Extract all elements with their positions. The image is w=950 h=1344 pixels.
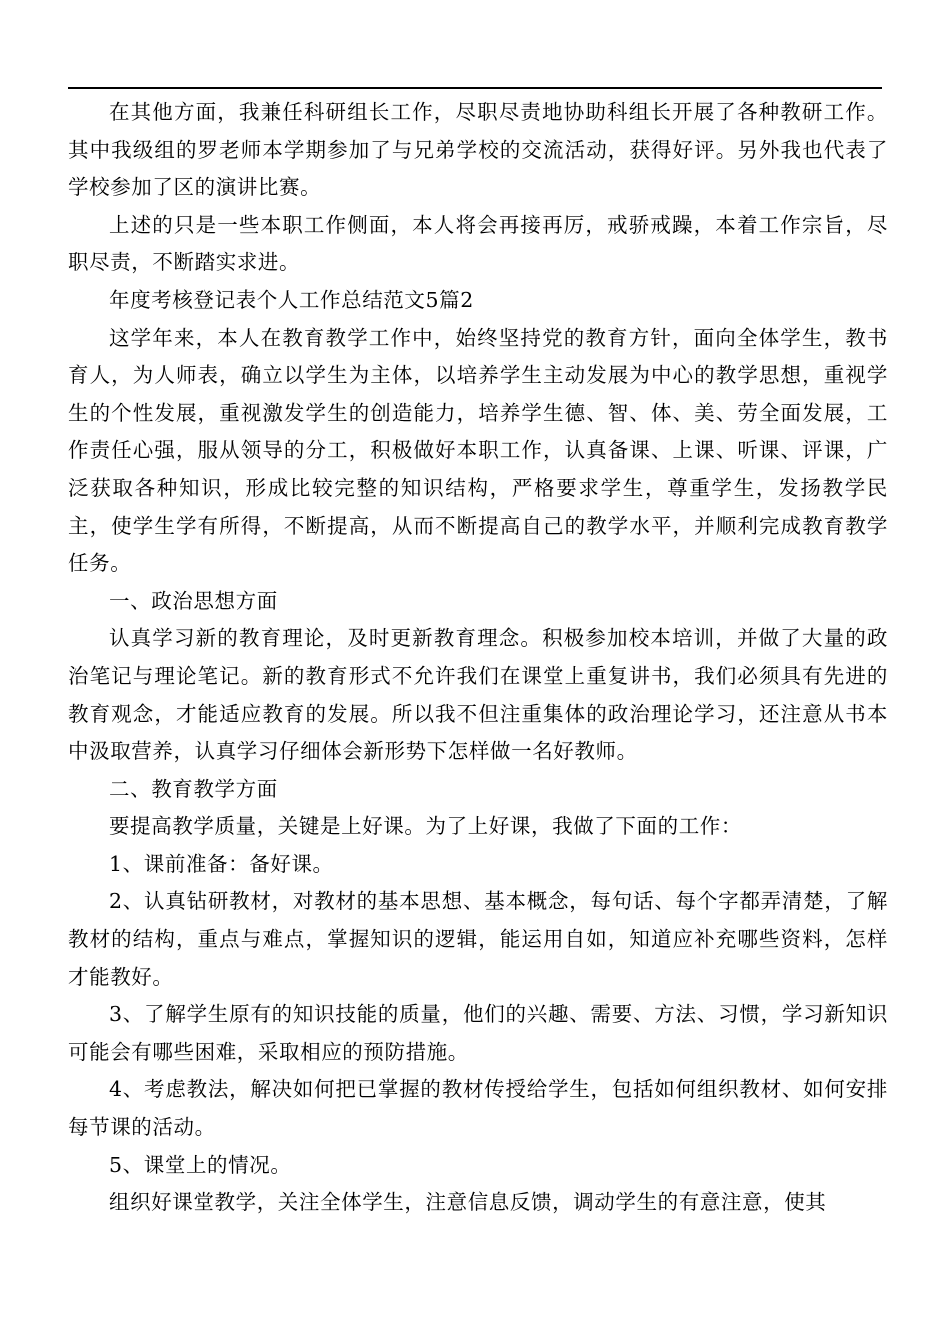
paragraph-classroom: 组织好课堂教学，关注全体学生，注意信息反馈，调动学生的有意注意，使其 <box>109 1190 827 1215</box>
paragraph-teaching-quality: 要提高教学质量，关键是上好课。为了上好课，我做了下面的工作： <box>109 814 742 839</box>
section-title: 年度考核登记表个人工作总结范文5篇2 <box>109 287 474 312</box>
paragraph-intro: 这学年来，本人在教育教学工作中，始终坚持党的教育方针，面向全体学生，教书育人，为人师表，确立以学生为主体，以培养学生主动发展为中心的教学思想，重视学生的个性发展，重视激发学生的创造能力，培养学生德、智、体、美、劳全面发展，工作责任心强，服从领导的分工，积极做好本职工作，认真备课、上课、听课、评课，广泛获取各种知识，形成比较完整的知识结构，严格要求学生，尊重学生，发扬教学民主，使学生学有所得，不断提高，从而不断提高自己的教学水平，并顺利完成教育教学任务。 <box>68 325 888 576</box>
list-item-2: 2、认真钻研教材，对教材的基本思想、基本概念，每句话、每个字都弄清楚，了解教材的结构，重点与难点，掌握知识的逻辑，能运用自如，知道应补充哪些资料，怎样才能教好。 <box>68 889 888 989</box>
header-rule <box>68 87 882 89</box>
paragraph-other-aspects: 在其他方面，我兼任科研组长工作，尽职尽责地协助科组长开展了各种教研工作。其中我级组的罗老师本学期参加了与兄弟学校的交流活动，获得好评。另外我也代表了学校参加了区的演讲比赛。 <box>68 100 888 200</box>
paragraph-political-thought: 认真学习新的教育理论，及时更新教育理念。积极参加校本培训，并做了大量的政治笔记与理论笔记。新的教育形式不允许我们在课堂上重复讲书，我们必须具有先进的教育观念，才能适应教育的发展。所以我不但注重集体的政治理论学习，还注意从书本中汲取营养，认真学习仔细体会新形势下怎样做一名好教师。 <box>68 626 888 764</box>
list-item-5: 5、课堂上的情况。 <box>109 1152 292 1177</box>
heading-political-thought: 一、政治思想方面 <box>109 588 278 613</box>
list-item-4: 4、考虑教法，解决如何把已掌握的教材传授给学生，包括如何组织教材、如何安排每节课的活动。 <box>68 1077 888 1140</box>
heading-teaching: 二、教育教学方面 <box>109 776 278 801</box>
list-item-1: 1、课前准备：备好课。 <box>109 851 334 876</box>
paragraph-summary-close: 上述的只是一些本职工作侧面，本人将会再接再厉，戒骄戒躁，本着工作宗旨，尽职尽责，不断踏实求进。 <box>68 212 888 275</box>
document-body <box>68 94 888 1222</box>
list-item-3: 3、了解学生原有的知识技能的质量，他们的兴趣、需要、方法、习惯，学习新知识可能会有哪些困难，采取相应的预防措施。 <box>68 1002 888 1064</box>
